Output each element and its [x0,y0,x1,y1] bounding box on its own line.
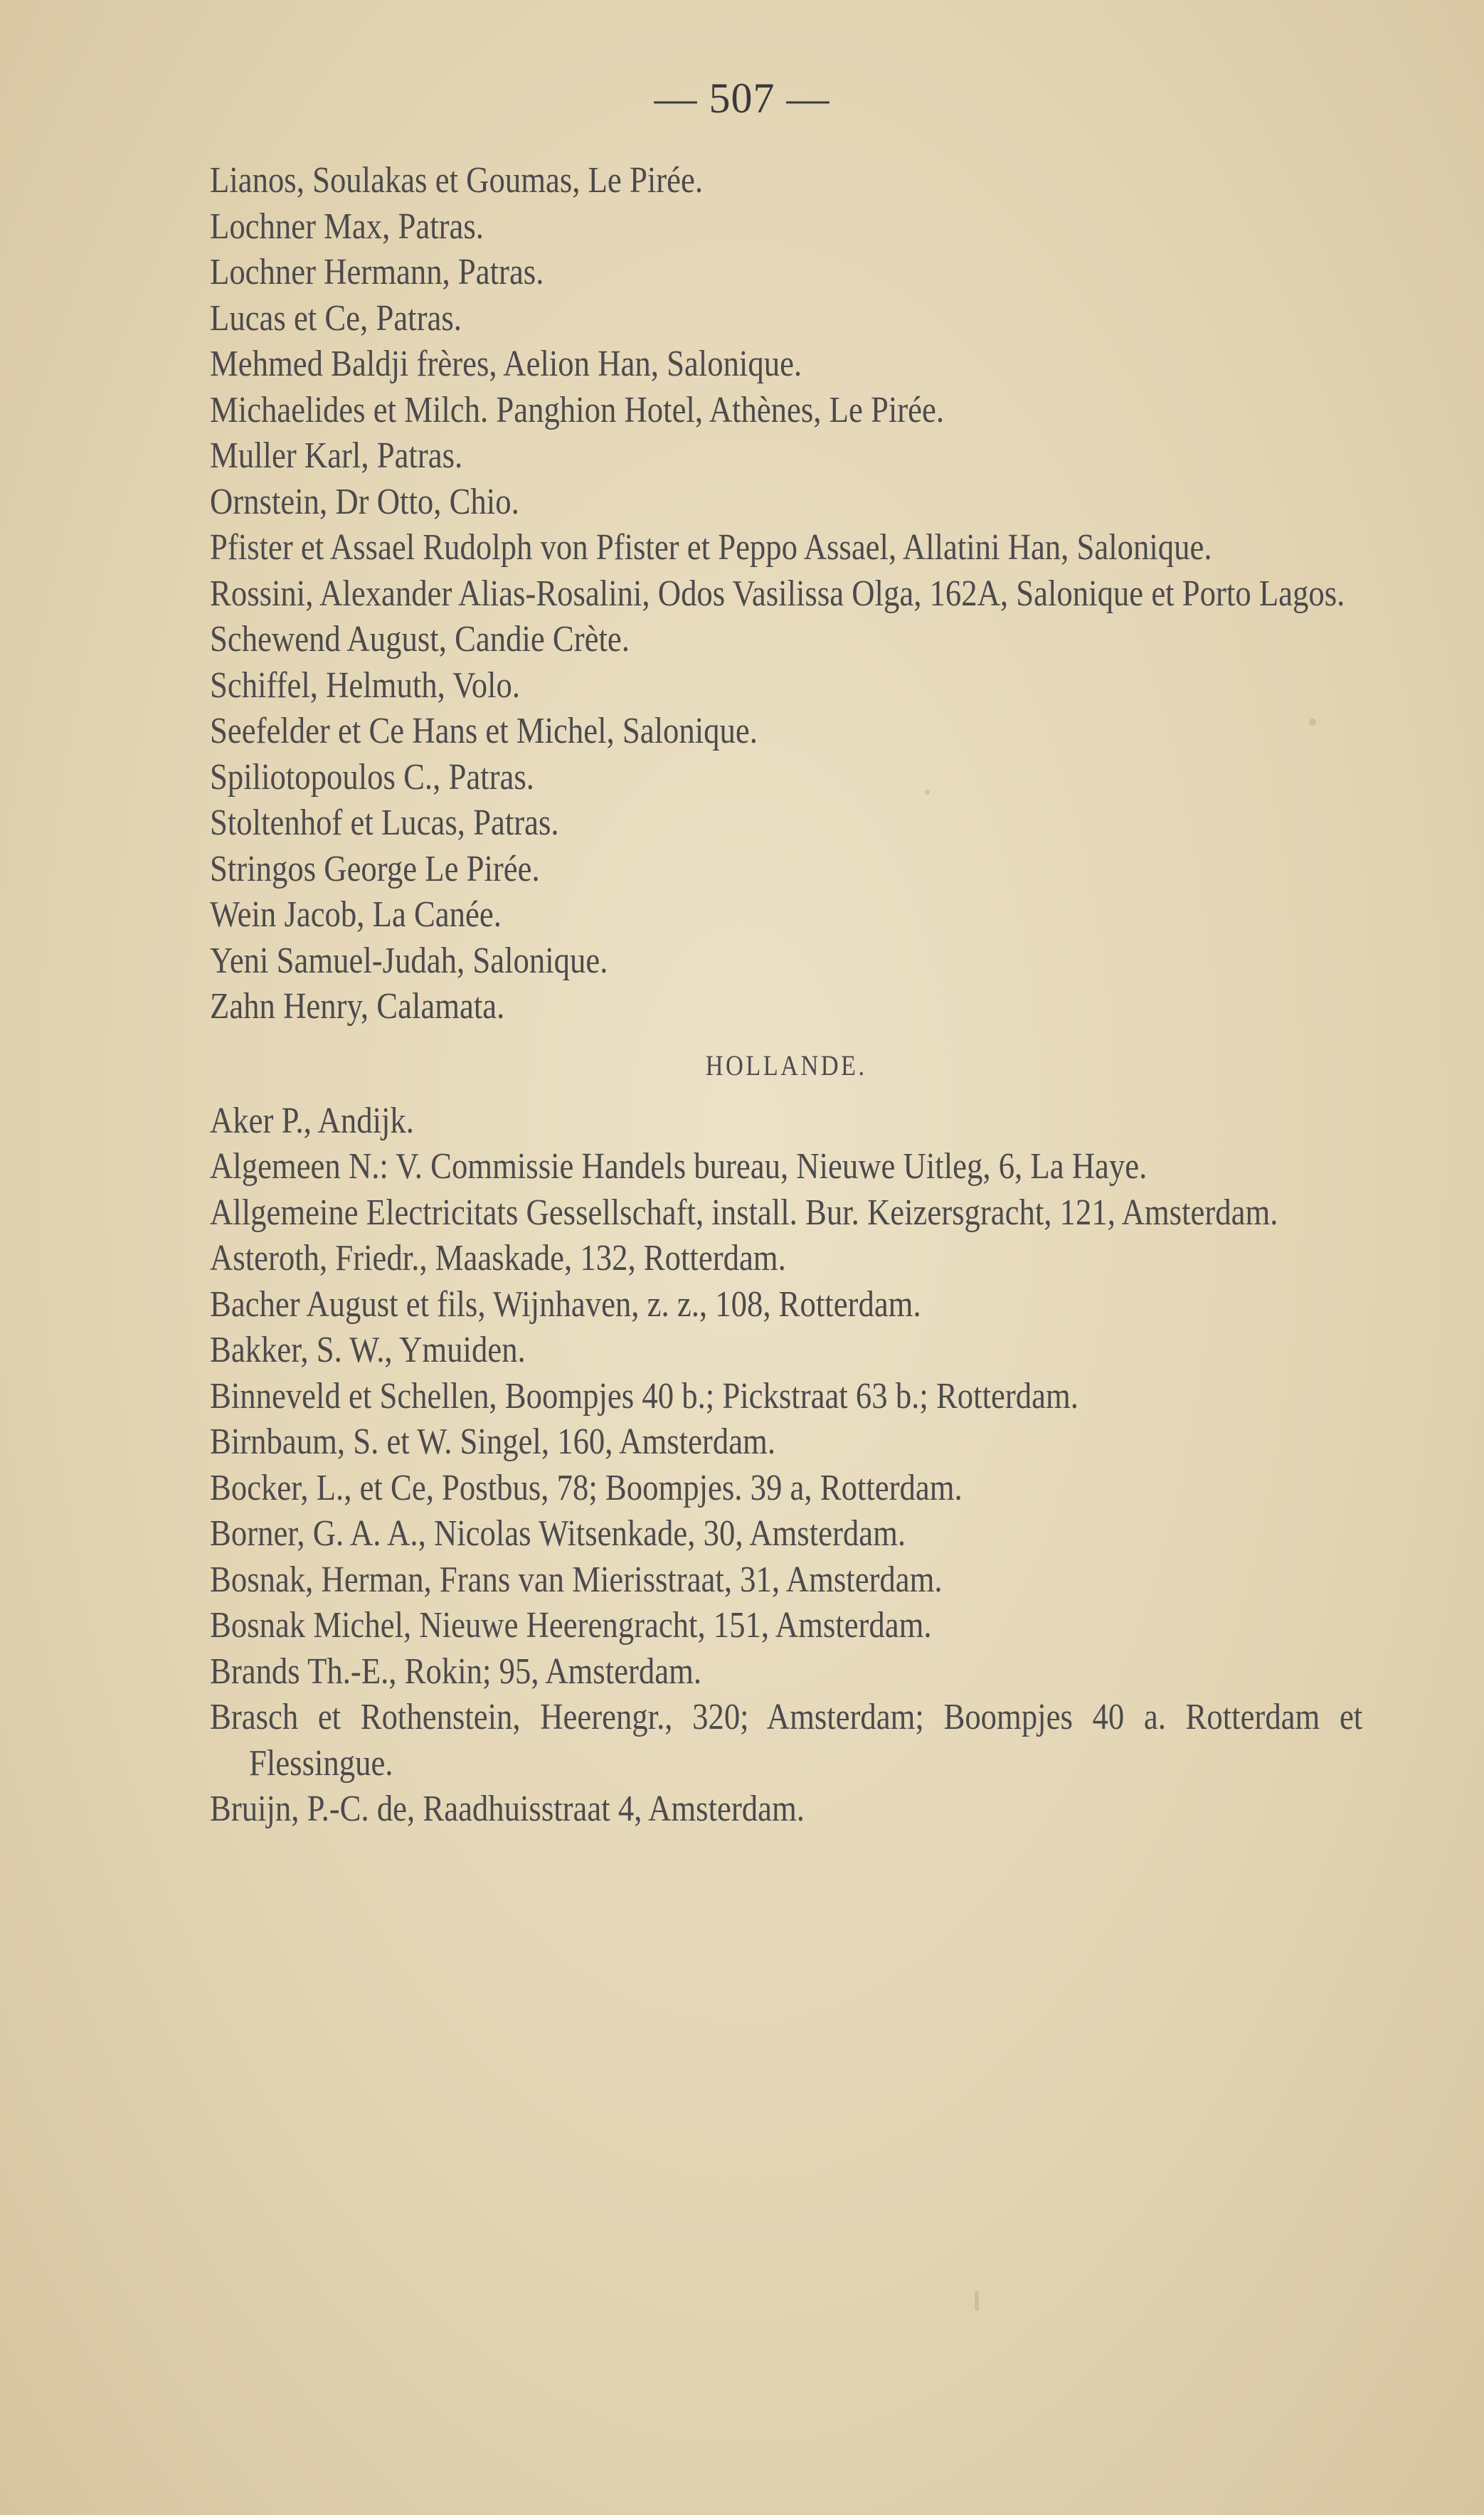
list-item: Mehmed Baldji frères, Aelion Han, Salonique. [210,344,802,384]
list-item: Pfister et Assael Rudolph von Pfister et Peppo Assael, Allatini Han, Salonique. [210,527,1212,568]
list-item: Birnbaum, S. et W. Singel, 160, Amsterdam. [210,1421,776,1462]
directory-column [210,158,1362,1833]
list-item: Aker P., Andijk. [210,1100,414,1141]
list-item: Schiffel, Helmuth, Volo. [210,665,521,706]
list-item: Bosnak Michel, Nieuwe Heerengracht, 151, Amsterdam. [210,1605,932,1646]
list-item: Binneveld et Schellen, Boompjes 40 b.; Pickstraat 63 b.; Rotterdam. [210,1375,1078,1417]
list-item: Lochner Max, Patras. [210,206,484,247]
list-item: Michaelides et Milch. Panghion Hotel, Athènes, Le Pirée. [210,389,945,430]
list-item: Lianos, Soulakas et Goumas, Le Pirée. [210,160,704,201]
list-item: Yeni Samuel-Judah, Salonique. [210,940,608,981]
list-item: Bocker, L., et Ce, Postbus, 78; Boompjes. 39 a, Rotterdam. [210,1467,963,1508]
list-item: Asteroth, Friedr., Maaskade, 132, Rotterdam. [210,1238,786,1278]
list-item: Borner, G. A. A., Nicolas Witsenkade, 30, Amsterdam. [210,1513,906,1554]
list-item: Wein Jacob, La Canée. [210,894,502,935]
list-item: Stoltenhof et Lucas, Patras. [210,803,559,843]
list-item: Seefelder et Ce Hans et Michel, Salonique. [210,711,758,751]
list-item: Stringos George Le Pirée. [210,848,540,889]
list-item: Bosnak, Herman, Frans van Mierisstraat, 31, Amsterdam. [210,1559,943,1600]
list-item: Lochner Hermann, Patras. [210,252,544,292]
list-item: Zahn Henry, Calamata. [210,986,505,1027]
list-item: Allgemeine Electricitats Gessellschaft, install. Bur. Keizersgracht, 121, Amsterdam. [210,1192,1278,1233]
list-item: Bacher August et fils, Wijnhaven, z. z., 108, Rotterdam. [210,1283,921,1325]
list-item: Rossini, Alexander Alias-Rosalini, Odos Vasilissa Olga, 162A, Salonique et Porto Lagos. [210,573,1345,614]
section-heading: HOLLANDE. [705,1049,867,1081]
list-item: Algemeen N.: V. Commissie Handels bureau, Nieuwe Uitleg, 6, La Haye. [210,1146,1148,1187]
list-item: Spiliotopoulos C., Patras. [210,756,534,798]
list-item: Brasch et Rothenstein, Heerengr., 320; Amsterdam; Boompjes 40 a. Rotterdam et Flessingue. [210,1697,1363,1784]
list-item: Brands Th.-E., Rokin; 95, Amsterdam. [210,1651,702,1692]
list-item: Lucas et Ce, Patras. [210,297,462,339]
list-item: Schewend August, Candie Crète. [210,619,630,660]
page-number: — 507 — [654,75,830,122]
list-item: Muller Karl, Patras. [210,435,463,476]
list-item: Bakker, S. W., Ymuiden. [210,1330,526,1370]
paper-spot [975,2291,979,2311]
list-item: Ornstein, Dr Otto, Chio. [210,481,519,522]
list-item: Bruijn, P.-C. de, Raadhuisstraat 4, Amsterdam. [210,1789,805,1829]
paper-spot [925,790,930,795]
paper-spot [1309,719,1316,726]
